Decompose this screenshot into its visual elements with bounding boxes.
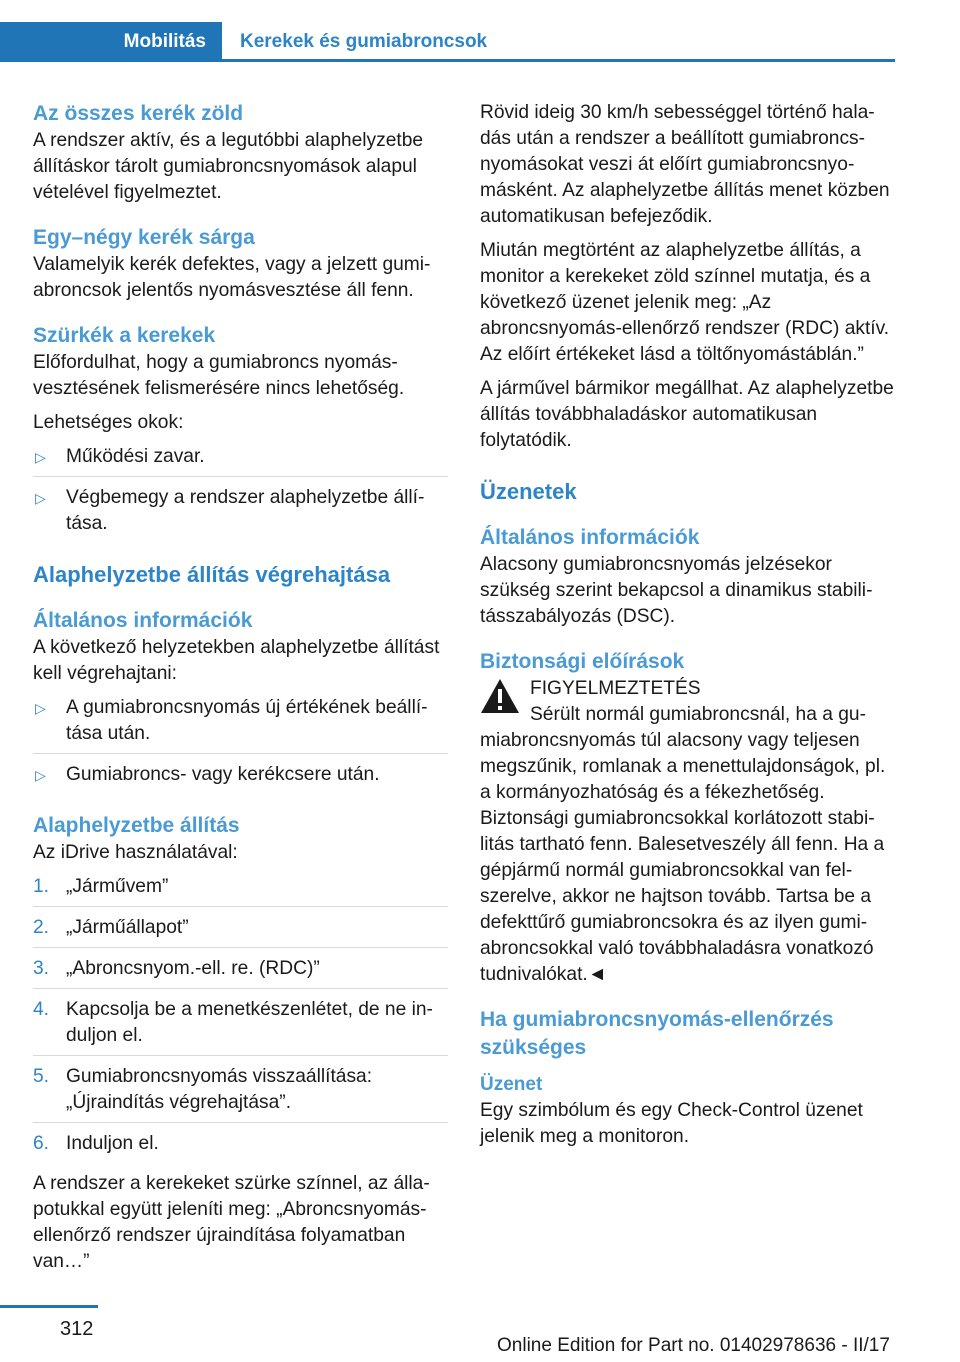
chapter-tab[interactable] <box>222 22 895 62</box>
paragraph: A rendszer aktív, és a legutóbbi alaphelyzetbe állításkor tárolt gumiabroncsnyomások alapul vételével figyelmeztet. <box>33 130 424 203</box>
warning-triangle-icon <box>480 678 520 714</box>
heading-message: Üzenet <box>480 1074 543 1095</box>
left-column <box>33 100 448 1283</box>
paragraph: A járművel bármikor megállhat. Az alaphelyzetbe állítás továbbhaladáskor automatikusan folytatódik. <box>480 378 894 451</box>
triangle-bullet-icon: ▷ <box>35 490 46 506</box>
situations-list <box>33 695 448 794</box>
paragraph: Miután megtörtént az alaphelyzetbe állítás, a monitor a kerekeket zöld színnel mutatja, és a következő üzenet jelenik meg: „Az abroncsnyomás-ellenőrző rendszer (RDC) aktív. Az előírt értékeket lásd a töltőnyomástáblán.” <box>480 240 890 365</box>
heading-messages: Üzenetek <box>480 479 577 504</box>
triangle-bullet-icon: ▷ <box>35 767 46 783</box>
heading-safety: Biztonsági előírások <box>480 650 685 673</box>
triangle-bullet-icon: ▷ <box>35 700 46 716</box>
chapter-label: Kerekek és gumiabroncsok <box>240 31 488 52</box>
list-item: ▷ Gumiabroncs- vagy kerékcsere után. <box>33 762 448 794</box>
list-item: ▷ Végbemegy a rendszer alaphelyzetbe állítása. <box>35 487 425 534</box>
list-item: 2. „Járműállapot” <box>33 915 448 948</box>
list-item: 1. „Járművem” <box>33 874 448 907</box>
header-bar <box>0 22 895 62</box>
edition-note: Online Edition for Part no. 01402978636 - II/17 <box>497 1335 890 1356</box>
footer-divider <box>0 1305 98 1308</box>
heading-general: Általános információk <box>33 609 253 632</box>
warning-title: FIGYELMEZTETÉS <box>530 678 701 699</box>
heading-general-info: Általános információk <box>480 526 700 549</box>
list-item: 4. Kapcsolja be a menetkészenlétet, de ne induljon el. <box>33 997 448 1056</box>
list-item: ▷ Működési zavar. <box>33 444 448 477</box>
paragraph: Valamelyik kerék defektes, vagy a jelzett gumiabroncsok jelentős nyomásvesztése áll fenn. <box>33 254 431 301</box>
triangle-bullet-icon: ▷ <box>35 449 46 465</box>
list-item: ▷ A gumiabroncsnyomás új értékének beállítása után. <box>33 695 448 754</box>
paragraph: A rendszer a kerekeket szürke színnel, az állapotukkal együtt jeleníti meg: „Abroncsnyomás-ellenőrző rendszer újraindítása folyamatban van…” <box>33 1173 430 1272</box>
section-tab[interactable] <box>0 22 222 62</box>
heading-reset: Alaphelyzetbe állítás <box>33 814 240 837</box>
paragraph: A következő helyzetekben alaphelyzetbe állítást kell végrehajtani: <box>33 637 440 684</box>
heading-grey: Szürkék a kerekek <box>33 324 216 347</box>
steps-list <box>33 874 448 1163</box>
paragraph: Egy szimbólum és egy Check-Control üzenet jelenik meg a monitoron. <box>480 1100 863 1147</box>
warning-text: Sérült normál gumiabroncsnál, ha a gumiabroncsnyomás túl alacsony vagy teljesen megszűnik, romlanak a menettulajdonságok, pl. a kormányozhatóság és a fékezhetőség. Biztonsági gumiabroncsokkal korlátozott stabilitás tartható fenn. Balesetveszély áll fenn. Ha a gépjármű normál gumiabroncsokkal van felszerelve, akkor ne hajtson tovább. Tartsa be a defekttűrő gumiabroncsokra és az ilyen gumiabroncsokkal való továbbhaladásra vonatkozó tudnivalókat.◄ <box>480 704 886 985</box>
paragraph: Rövid ideig 30 km/h sebességgel történő haladás után a rendszer a beállított gumiabroncsnyomásokat veszi át előírt gumiabroncsnyomásként. Az alaphelyzetbe állítás menet közben automatikusan befejeződik. <box>480 102 890 227</box>
paragraph: Az iDrive használatával: <box>33 842 238 863</box>
heading-all-green: Az összes kerék zöld <box>33 102 244 125</box>
list-item: 5. Gumiabroncsnyomás visszaállítása: „Újraindítás végrehajtása”. <box>33 1064 448 1123</box>
warning-block <box>480 676 898 988</box>
paragraph: Előfordulhat, hogy a gumiabroncs nyomásvesztésének felismerésére nincs lehetőség. <box>33 352 405 399</box>
list-item: 3. „Abroncsnyom.-ell. re. (RDC)” <box>33 956 448 989</box>
right-column <box>480 100 898 1158</box>
heading-reset-exec: Alaphelyzetbe állítás végrehajtása <box>33 562 391 587</box>
list-item: 6. Induljon el. <box>33 1133 159 1154</box>
heading-yellow: Egy–négy kerék sárga <box>33 226 255 249</box>
paragraph: Alacsony gumiabroncsnyomás jelzésekor szükség szerint bekapcsol a dinamikus stabilitásszabályozás (DSC). <box>480 554 873 627</box>
paragraph: Lehetséges okok: <box>33 412 184 433</box>
page-number: 312 <box>60 1318 94 1340</box>
causes-list <box>33 444 448 543</box>
heading-check-needed: Ha gumiabroncsnyomás-ellenőrzés szükséges <box>480 1008 834 1059</box>
section-label: Mobilitás <box>123 31 206 52</box>
